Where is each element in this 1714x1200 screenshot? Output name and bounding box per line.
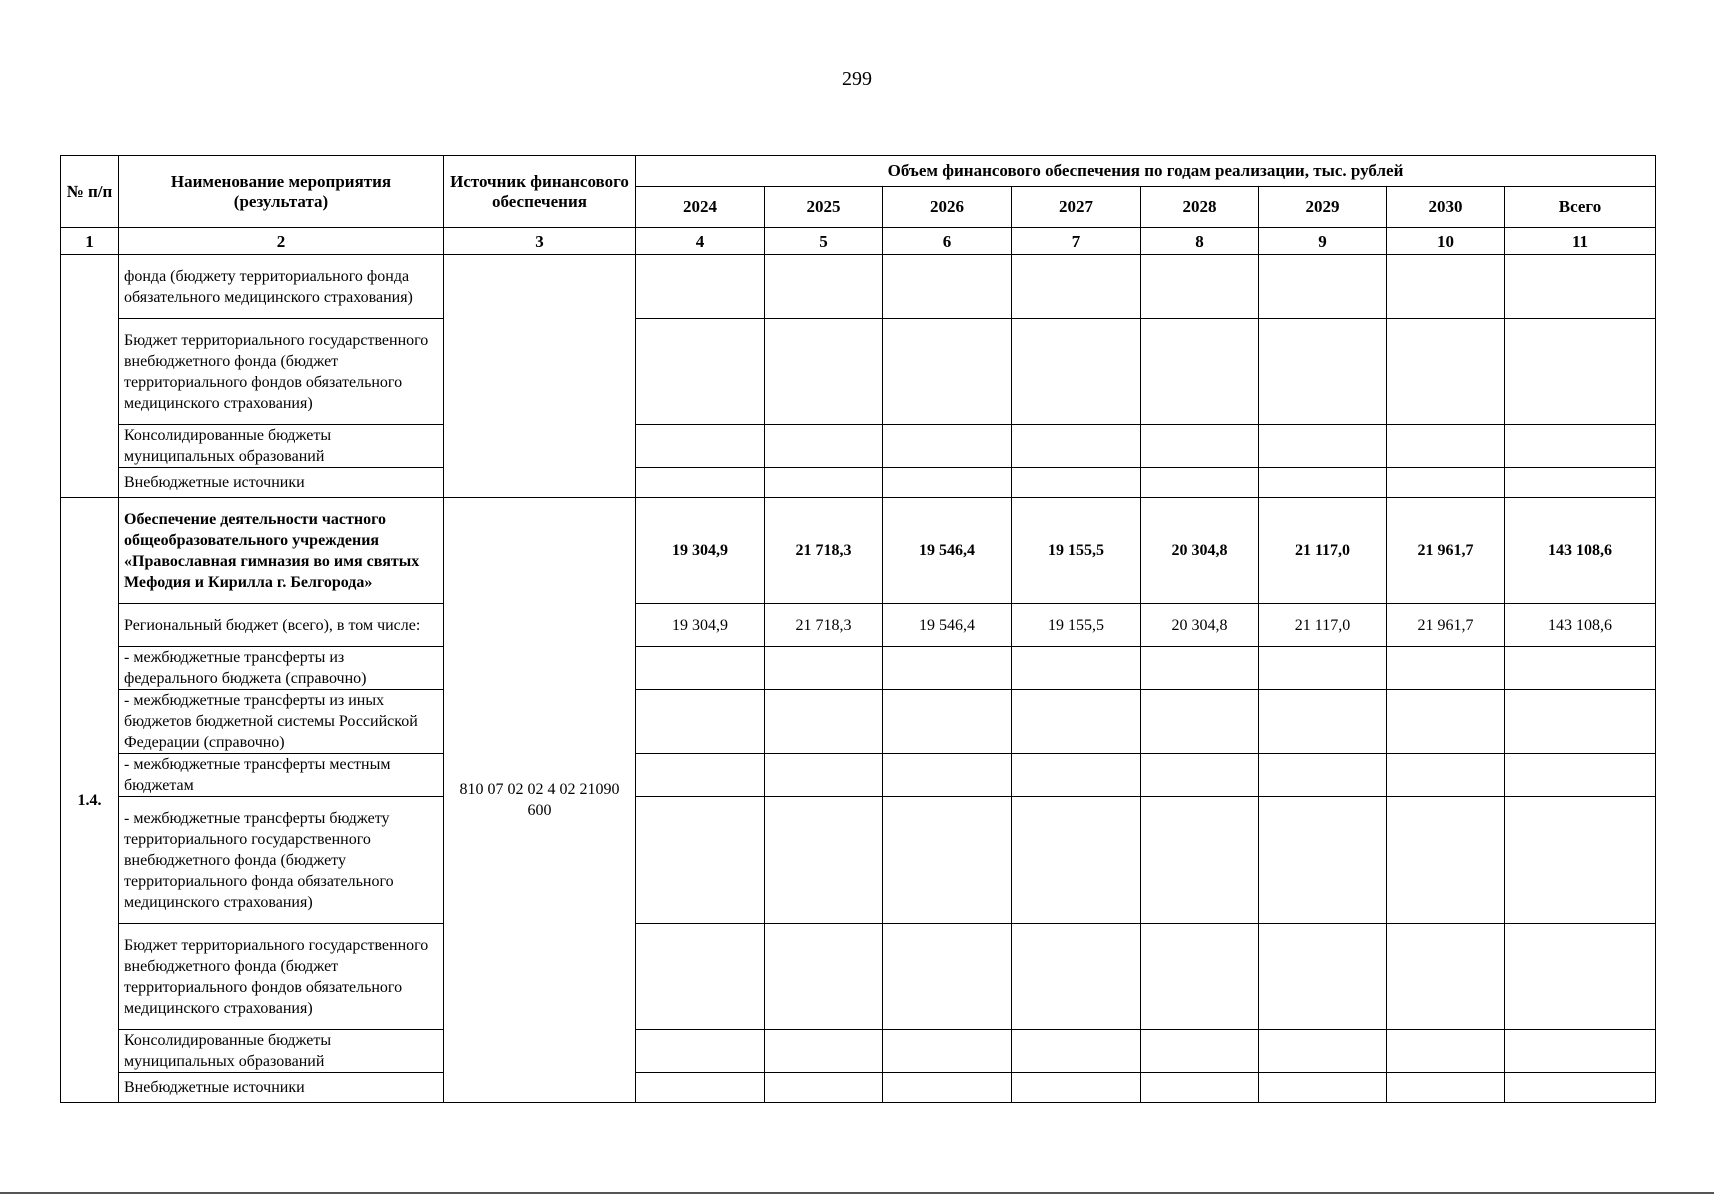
section-title-row: [61, 498, 1656, 604]
header-year: 2029: [1259, 187, 1387, 228]
total-cell: 143 108,6: [1505, 604, 1656, 647]
column-number: 3: [444, 228, 636, 255]
value-cell: 21 117,0: [1259, 604, 1387, 647]
column-number: 1: [61, 228, 119, 255]
value-cell: 21 961,7: [1387, 498, 1505, 604]
value-cell: 19 546,4: [883, 604, 1012, 647]
row-label: Внебюджетные источники: [119, 1073, 444, 1103]
row-label: Консолидированные бюджеты муниципальных образований: [119, 425, 444, 468]
table-row: [61, 797, 1656, 924]
value-cell: 19 304,9: [636, 498, 765, 604]
column-numbers-row: [61, 228, 1656, 255]
column-number: 5: [765, 228, 883, 255]
column-number: 4: [636, 228, 765, 255]
header-volume: Объем финансового обеспечения по годам реализации, тыс. рублей: [636, 156, 1656, 187]
value-cell: 21 718,3: [765, 498, 883, 604]
value-cell: 19 304,9: [636, 604, 765, 647]
header-year: 2027: [1012, 187, 1141, 228]
column-number: 9: [1259, 228, 1387, 255]
column-number: 6: [883, 228, 1012, 255]
table-row: [61, 924, 1656, 1030]
row-label: Бюджет территориального государственного внебюджетного фонда (бюджет территориального фондов обязательного медицинского страхования): [119, 924, 444, 1030]
header-year: 2024: [636, 187, 765, 228]
table-row: [61, 1073, 1656, 1103]
row-label: Консолидированные бюджеты муниципальных образований: [119, 1030, 444, 1073]
row-source-empty: [444, 255, 636, 498]
page-number: 299: [842, 68, 872, 90]
table-row: [61, 255, 1656, 319]
header-year: 2026: [883, 187, 1012, 228]
value-cell: 21 961,7: [1387, 604, 1505, 647]
section-index: 1.4.: [61, 498, 119, 1103]
row-label: фонда (бюджету территориального фонда обязательного медицинского страхования): [119, 255, 444, 319]
value-cell: 20 304,8: [1141, 604, 1259, 647]
table-row: [61, 425, 1656, 468]
column-number: 10: [1387, 228, 1505, 255]
table-row: [61, 754, 1656, 797]
column-number: 2: [119, 228, 444, 255]
header-name: Наименование мероприятия (результата): [119, 156, 444, 228]
header-number: № п/п: [61, 156, 119, 228]
section-source-code: 810 07 02 02 4 02 21090 600: [444, 498, 636, 1103]
row-label: Бюджет территориального государственного внебюджетного фонда (бюджет территориального фондов обязательного медицинского страхования): [119, 319, 444, 425]
row-label: - межбюджетные трансферты из иных бюджетов бюджетной системы Российской Федерации (справочно): [119, 690, 444, 754]
section-title: Обеспечение деятельности частного общеобразовательного учреждения «Православная гимназия во имя святых Мефодия и Кирилла г. Белгорода»: [119, 498, 444, 604]
header-year: 2028: [1141, 187, 1259, 228]
row-label: Региональный бюджет (всего), в том числе:: [119, 604, 444, 647]
row-label: Внебюджетные источники: [119, 468, 444, 498]
row-label: - межбюджетные трансферты бюджету территориального государственного внебюджетного фонда (бюджету территориального фонда обязательного медицинского страхования): [119, 797, 444, 924]
table-row: [61, 319, 1656, 425]
row-index-empty: [61, 255, 119, 498]
column-number: 7: [1012, 228, 1141, 255]
row-label: - межбюджетные трансферты местным бюджетам: [119, 754, 444, 797]
value-cell: 21 718,3: [765, 604, 883, 647]
table-row: [61, 690, 1656, 754]
table-row: [61, 647, 1656, 690]
value-cell: 21 117,0: [1259, 498, 1387, 604]
total-cell: 143 108,6: [1505, 498, 1656, 604]
header-year: 2030: [1387, 187, 1505, 228]
financing-table: [60, 155, 1656, 1103]
column-number: 8: [1141, 228, 1259, 255]
value-cell: 20 304,8: [1141, 498, 1259, 604]
row-label: - межбюджетные трансферты из федерального бюджета (справочно): [119, 647, 444, 690]
value-cell: 19 155,5: [1012, 604, 1141, 647]
header-source: Источник финансового обеспечения: [444, 156, 636, 228]
column-number: 11: [1505, 228, 1656, 255]
table-row: [61, 468, 1656, 498]
regional-row: [61, 604, 1656, 647]
header-row-1: [61, 156, 1656, 187]
header-year: 2025: [765, 187, 883, 228]
table-row: [61, 1030, 1656, 1073]
value-cell: 19 546,4: [883, 498, 1012, 604]
page-bottom-edge: [0, 1192, 1714, 1194]
value-cell: 19 155,5: [1012, 498, 1141, 604]
header-total: Всего: [1505, 187, 1656, 228]
